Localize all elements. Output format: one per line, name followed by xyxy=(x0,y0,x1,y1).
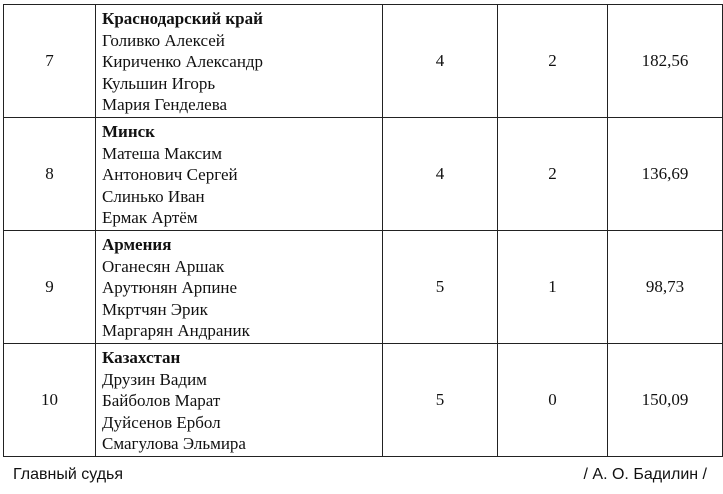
team-member: Друзин Вадим xyxy=(102,369,207,389)
team-cell xyxy=(96,343,383,456)
score-cell-c: 98,73 xyxy=(608,230,723,343)
score-cell-b: 2 xyxy=(498,117,608,230)
table-row xyxy=(4,5,723,118)
team-member: Оганесян Аршак xyxy=(102,256,225,276)
place-cell: 10 xyxy=(4,343,96,456)
team-cell xyxy=(96,117,383,230)
score-cell-c: 136,69 xyxy=(608,117,723,230)
team-member: Голивко Алексей xyxy=(102,30,225,50)
team-member: Дуйсенов Ербол xyxy=(102,412,221,432)
team-name: Армения xyxy=(102,234,172,254)
team-name: Краснодарский край xyxy=(102,9,263,28)
score-cell-a: 5 xyxy=(383,230,498,343)
team-member: Байболов Марат xyxy=(102,391,221,411)
table-row xyxy=(4,117,723,230)
team-member: Маргарян Андраник xyxy=(102,321,250,341)
team-cell xyxy=(96,230,383,343)
team-member: Арутюнян Арпине xyxy=(102,278,238,298)
place-cell: 8 xyxy=(4,117,96,230)
chief-judge-name: / А. О. Бадилин / xyxy=(583,466,707,483)
score-cell-a: 5 xyxy=(383,343,498,456)
team-name: Казахстан xyxy=(102,347,181,367)
table-row xyxy=(4,230,723,343)
team-member: Матеша Максим xyxy=(102,143,222,163)
score-cell-a: 4 xyxy=(383,5,498,118)
team-member: Мкртчян Эрик xyxy=(102,299,208,319)
team-member: Слинько Иван xyxy=(102,186,205,206)
place-cell: 9 xyxy=(4,230,96,343)
team-cell xyxy=(96,5,383,118)
score-cell-a: 4 xyxy=(383,117,498,230)
team-member: Мария Генделева xyxy=(102,95,228,115)
team-name: Минск xyxy=(102,121,155,141)
team-member: Ермак Артём xyxy=(102,208,198,228)
table-row xyxy=(4,343,723,456)
results-table xyxy=(3,4,723,457)
score-cell-c: 150,09 xyxy=(608,343,723,456)
chief-judge-title: Главный судья xyxy=(13,466,124,483)
score-cell-b: 2 xyxy=(498,5,608,118)
team-member: Смагулова Эльмира xyxy=(102,434,246,454)
team-member: Кульшин Игорь xyxy=(102,73,216,93)
place-cell: 7 xyxy=(4,5,96,118)
team-member: Кириченко Александр xyxy=(102,52,264,72)
score-cell-b: 0 xyxy=(498,343,608,456)
team-member: Антонович Сергей xyxy=(102,165,238,185)
score-cell-b: 1 xyxy=(498,230,608,343)
score-cell-c: 182,56 xyxy=(608,5,723,118)
